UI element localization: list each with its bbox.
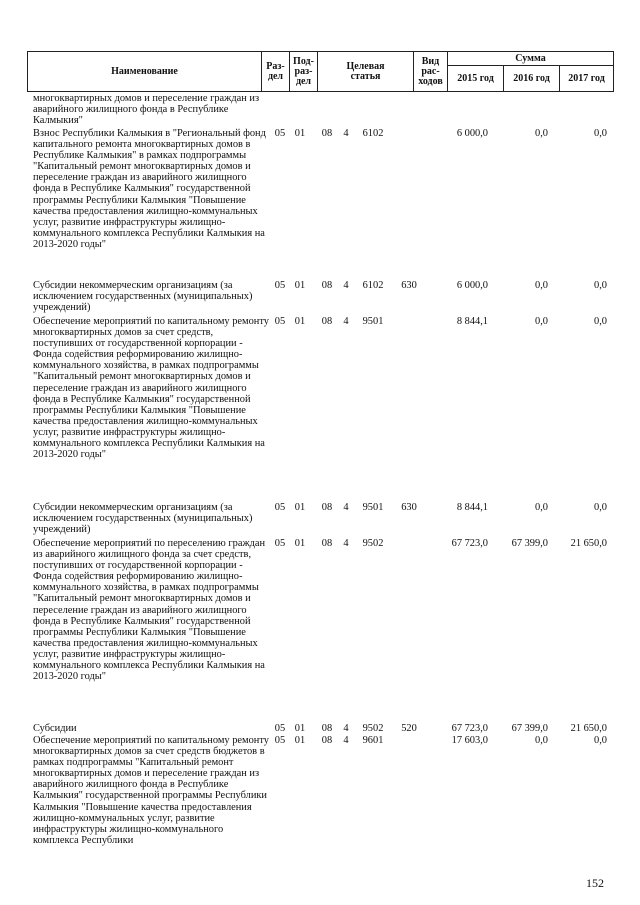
cell-podrazdel: 01	[294, 280, 306, 291]
cell-sum-2015: 17 603,0	[451, 735, 488, 746]
cell-code-2: 4	[343, 128, 349, 139]
cell-sum-2016: 67 399,0	[511, 538, 548, 549]
cell-razdel: 05	[274, 502, 286, 513]
row-name: Обеспечение мероприятий по переселению граждан из аварийного жилищного фонда за счет средств, поступивших от государственной корпорации - Фонда содействия реформированию жилищно-коммунального хозяйства, в рамках подпрограммы "Капитальный ремонт многоквартирных домов и переселение граждан из аварийного жилищного фонда в Республике Калмыкия" государственной программы Республики Калмыкия "Повышение качества предоставления жилищно-коммунальных услуг, развитие инфраструктуры жилищно-коммунального комплекса Республики Калмыкия на 2013-2020 годы"	[33, 538, 266, 683]
table-row	[0, 735, 640, 875]
cell-code-2: 4	[343, 735, 349, 746]
table-row	[0, 280, 640, 314]
cell-code-2: 4	[343, 502, 349, 513]
cell-sum-2015: 6 000,0	[456, 280, 488, 291]
header-podrazdel: Под- раз- дел	[290, 52, 318, 92]
cell-code-1: 08	[321, 280, 333, 291]
table-row	[0, 723, 640, 735]
cell-razdel: 05	[274, 128, 286, 139]
cell-razdel: 05	[274, 723, 286, 734]
cell-sum-2016: 0,0	[535, 316, 548, 327]
cell-code-1: 08	[321, 316, 333, 327]
cell-sum-2017: 0,0	[594, 316, 607, 327]
cell-razdel: 05	[274, 316, 286, 327]
header-2017: 2017 год	[560, 66, 614, 92]
cell-code-3: 9502	[362, 538, 384, 549]
cell-podrazdel: 01	[294, 538, 306, 549]
cell-code-1: 08	[321, 502, 333, 513]
cell-code-1: 08	[321, 128, 333, 139]
header-2015: 2015 год	[448, 66, 504, 92]
cell-code-1: 08	[321, 735, 333, 746]
cell-code-1: 08	[321, 723, 333, 734]
cell-code-1: 08	[321, 538, 333, 549]
cell-code-3: 9601	[362, 735, 384, 746]
cell-razdel: 05	[274, 280, 286, 291]
cell-sum-2017: 21 650,0	[570, 538, 607, 549]
cell-code-3: 6102	[362, 128, 384, 139]
table-row	[0, 502, 640, 536]
row-name: Субсидии некоммерческим организациям (за исключением государственных (муниципальных) учреждений)	[33, 502, 253, 536]
cell-sum-2015: 8 844,1	[456, 316, 488, 327]
page-number: 152	[586, 876, 604, 890]
cell-vid-raskhodov: 630	[401, 502, 417, 513]
cell-podrazdel: 01	[294, 128, 306, 139]
cell-sum-2017: 0,0	[594, 128, 607, 139]
cell-sum-2016: 0,0	[535, 735, 548, 746]
cell-podrazdel: 01	[294, 735, 306, 746]
header-tselevaya: Целевая статья	[318, 52, 414, 92]
cell-sum-2015: 6 000,0	[456, 128, 488, 139]
cell-sum-2016: 67 399,0	[511, 723, 548, 734]
cell-code-3: 6102	[362, 280, 384, 291]
cell-code-2: 4	[343, 316, 349, 327]
cell-code-3: 9501	[362, 316, 384, 327]
header-summa: Сумма	[448, 52, 614, 66]
cell-sum-2017: 0,0	[594, 735, 607, 746]
row-name: Субсидии некоммерческим организациям (за исключением государственных (муниципальных) учреждений)	[33, 280, 253, 314]
table-row	[0, 128, 640, 278]
cell-code-2: 4	[343, 538, 349, 549]
cell-sum-2015: 67 723,0	[451, 723, 488, 734]
cell-sum-2017: 0,0	[594, 280, 607, 291]
row-name: Субсидии	[33, 723, 77, 734]
header-name: Наименование	[28, 52, 262, 92]
table-header	[27, 51, 614, 92]
cell-vid-raskhodov: 520	[401, 723, 417, 734]
cell-sum-2015: 67 723,0	[451, 538, 488, 549]
cell-podrazdel: 01	[294, 723, 306, 734]
cell-code-3: 9502	[362, 723, 384, 734]
cell-sum-2015: 8 844,1	[456, 502, 488, 513]
row-name: многоквартирных домов и переселение граждан из аварийного жилищного фонда в Республике Калмыкия"	[33, 93, 260, 127]
header-razdel: Раз- дел	[262, 52, 290, 92]
cell-sum-2016: 0,0	[535, 128, 548, 139]
cell-vid-raskhodov: 630	[401, 280, 417, 291]
cell-razdel: 05	[274, 735, 286, 746]
cell-sum-2017: 21 650,0	[570, 723, 607, 734]
cell-code-2: 4	[343, 723, 349, 734]
cell-podrazdel: 01	[294, 316, 306, 327]
cell-code-3: 9501	[362, 502, 384, 513]
row-name: Взнос Республики Калмыкия в "Региональный фонд капитального ремонта многоквартирных домов в Республике Калмыкия" в рамках подпрограммы "Капитальный ремонт многоквартирных домов и переселение граждан из аварийного жилищного фонда в Республике Калмыкия" государственной программы Республики Калмыкия "Повышение качества предоставления жилищно-коммунальных услуг, развитие инфраструктуры жилищно-коммунального комплекса Республики Калмыкия на 2013-2020 годы"	[33, 128, 266, 250]
cell-sum-2016: 0,0	[535, 502, 548, 513]
table-row	[0, 316, 640, 500]
row-name: Обеспечение мероприятий по капитальному ремонту многоквартирных домов за счет средств бюджетов в рамках подпрограммы "Капитальный ремонт многоквартирных домов и переселение граждан из аварийного жилищного фонда в Республике Калмыкия" государственной программы Республики Калмыкия "Повышение качества предоставления жилищно-коммунальных услуг, развитие инфраструктуры жилищно-коммунального комплекса Республики	[33, 735, 269, 846]
cell-code-2: 4	[343, 280, 349, 291]
cell-sum-2016: 0,0	[535, 280, 548, 291]
header-2016: 2016 год	[504, 66, 560, 92]
table-row	[0, 93, 640, 127]
cell-sum-2017: 0,0	[594, 502, 607, 513]
row-name: Обеспечение мероприятий по капитальному ремонту многоквартирных домов за счет средств, поступивших от государственной корпорации - Фонда содействия реформированию жилищно-коммунального хозяйства, в рамках подпрограммы "Капитальный ремонт многоквартирных домов и переселение граждан из аварийного жилищного фонда в Республике Калмыкия" государственной программы Республики Калмыкия "Повышение качества предоставления жилищно-коммунальных услуг, развитие инфраструктуры жилищно-коммунального комплекса Республики Калмыкия на 2013-2020 годы"	[33, 316, 269, 461]
table-row	[0, 538, 640, 722]
cell-razdel: 05	[274, 538, 286, 549]
header-vid: Вид рас- ходов	[414, 52, 448, 92]
cell-podrazdel: 01	[294, 502, 306, 513]
